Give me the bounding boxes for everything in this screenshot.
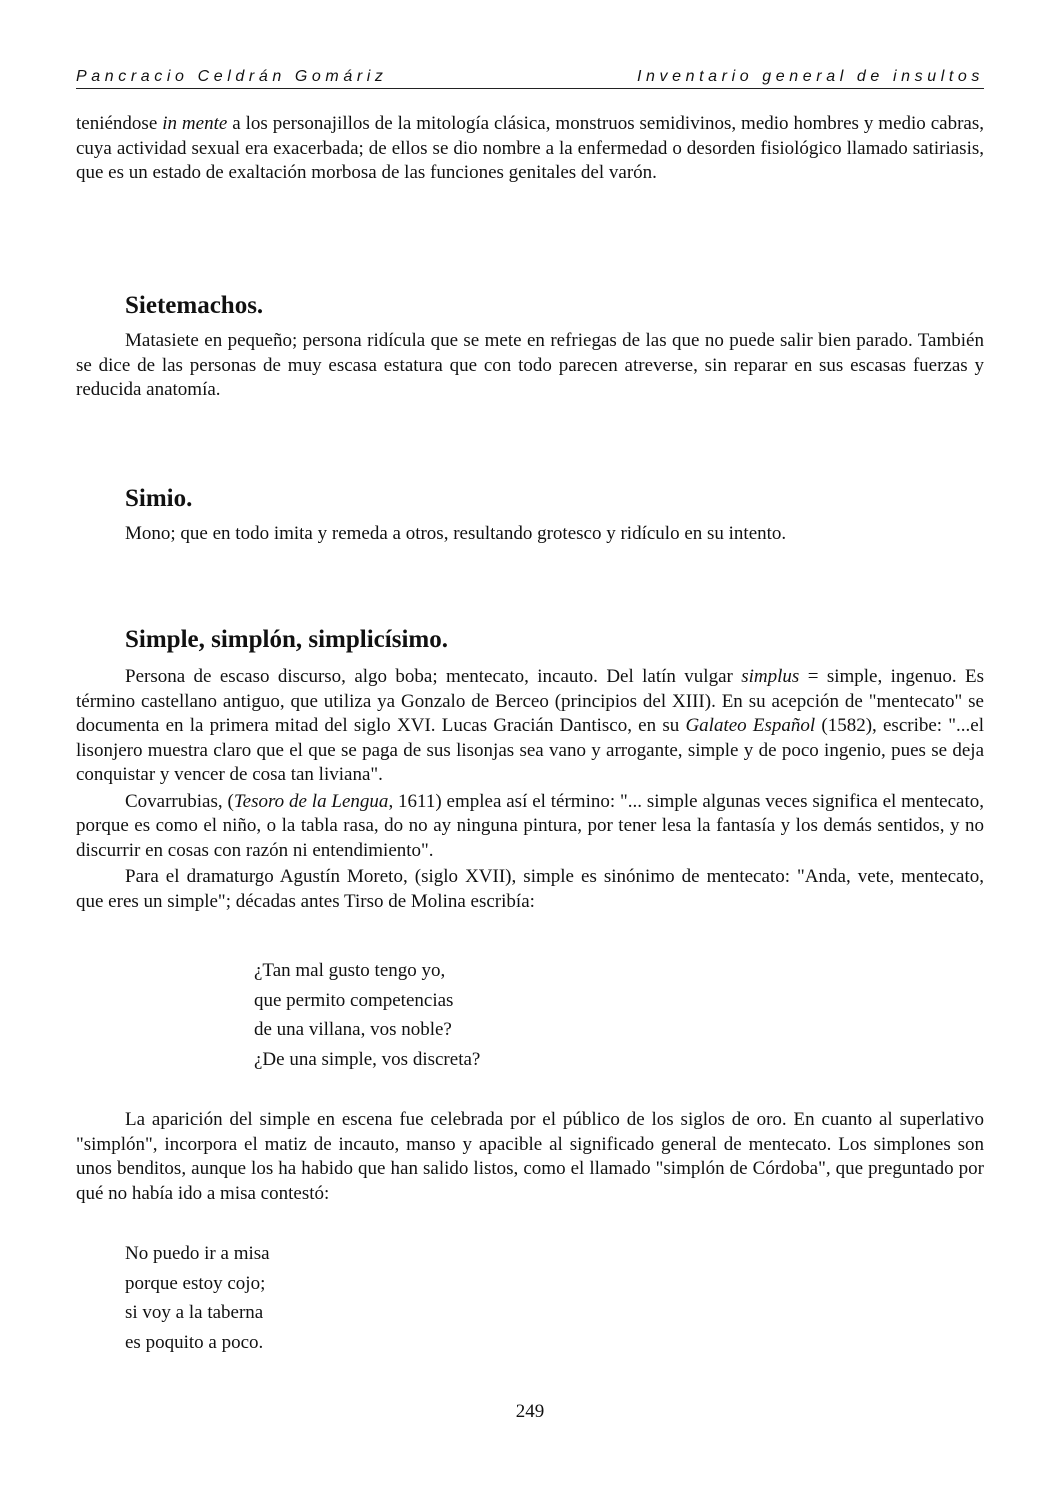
- p1-emphasis-galateo: Galateo Español: [685, 715, 816, 736]
- verse-simplon: [125, 1239, 270, 1357]
- simple-paragraph-3: Para el dramaturgo Agustín Moreto, (siglo XVII), simple es sinónimo de mentecato: "Anda, vete, mentecato, que eres un simple"; décadas antes Tirso de Molina escribía:: [76, 866, 984, 912]
- simple-paragraph-2: [76, 790, 984, 864]
- intro-emphasis: in mente: [162, 113, 228, 134]
- verse-line: que permito competencias: [254, 989, 454, 1011]
- entry-body-simio: [76, 522, 984, 547]
- p1-text-b: = simple, ingenuo. Es término castellano antiguo, que utiliza ya Gonzalo de Berceo (principios del XIII). En su acepción de "mentecato" se documenta en la primera mitad del siglo XVI. Lucas Gracián Dantisco, en su: [76, 666, 984, 736]
- verse-line: No puedo ir a misa: [125, 1243, 270, 1264]
- verse-line: ¿Tan mal gusto tengo yo,: [254, 960, 446, 981]
- entry-title-simio: Simio.: [125, 485, 193, 512]
- intro-paragraph: [76, 112, 984, 186]
- p1-text-a: Persona de escaso discurso, algo boba; mentecato, incauto. Del latín vulgar: [125, 666, 742, 687]
- p1-text-c: (1582), escribe: "...el lisonjero muestra claro que el que se paga de sus lisonjas sea vano y arrogante, simple y de poco ingenio, pues se deja conquistar y vencer de cosa tan liviana".: [76, 715, 984, 785]
- verse-line: porque estoy cojo;: [125, 1272, 266, 1294]
- intro-text-b: a los personajillos de la mitología clásica, monstruos semidivinos, medio hombres y medio cabras, cuya actividad sexual era exacerbada; de ellos se dio nombre a la enfermedad o desorden fisiológico llamado satiriasis, que es un estado de exaltación morbosa de las funciones genitales del varón.: [76, 113, 984, 183]
- verse-tirso: [254, 956, 480, 1074]
- p2-emphasis-tesoro: Tesoro de la Lengua: [233, 790, 389, 812]
- verse-line: es poquito a poco.: [125, 1331, 264, 1353]
- header-book-title: Inventario general de insultos: [636, 68, 984, 85]
- header-author: Pancracio Celdrán Gomáriz: [76, 68, 388, 85]
- simple-paragraph-1: [76, 665, 984, 788]
- p1-emphasis-simplus: simplus: [741, 666, 800, 687]
- p2-text-b: , 1611) emplea así el término: "... simple algunas veces significa el mentecato, porque es como el niño, o la tabla rasa, do no ay ninguna pintura, por tener lesa la fantasía y los demás sentidos, y no discurrir en cosas con razón ni entendimiento".: [76, 790, 984, 861]
- verse-line: si voy a la taberna: [125, 1302, 264, 1323]
- verse-line: ¿De una simple, vos discreta?: [254, 1048, 481, 1070]
- intro-text-a: teniéndose: [76, 113, 163, 134]
- running-header: [76, 68, 984, 89]
- p2-text-a: Covarrubias, (: [125, 790, 234, 812]
- entry-title-sietemachos: Sietemachos.: [125, 292, 264, 319]
- entry-body-simple: [76, 665, 984, 914]
- simple-paragraph-4-block: [76, 1108, 984, 1206]
- simple-paragraph-4: La aparición del simple en escena fue celebrada por el público de los siglos de oro. En cuanto al superlativo "simplón", incorpora el matiz de incauto, manso y apacible al significado general de mentecato. Los simplones son unos benditos, aunque los ha habido que han salido listos, como el llamado "simplón de Córdoba", que preguntado por qué no había ido a misa contestó:: [76, 1109, 984, 1204]
- entry-title-simple: Simple, simplón, simplicísimo.: [125, 626, 448, 653]
- sietemachos-paragraph: Matasiete en pequeño; persona ridícula que se mete en refriegas de las que no puede salir bien parado. También se dice de las personas de muy escasa estatura que con todo parecen atreverse, sin reparar en sus escasas fuerzas y reducida anatomía.: [76, 330, 984, 400]
- verse-line: de una villana, vos noble?: [254, 1019, 452, 1040]
- entry-body-sietemachos: [76, 329, 984, 403]
- page-number: 249: [515, 1401, 545, 1422]
- simio-paragraph: Mono; que en todo imita y remeda a otros, resultando grotesco y ridículo en su intento.: [125, 523, 787, 544]
